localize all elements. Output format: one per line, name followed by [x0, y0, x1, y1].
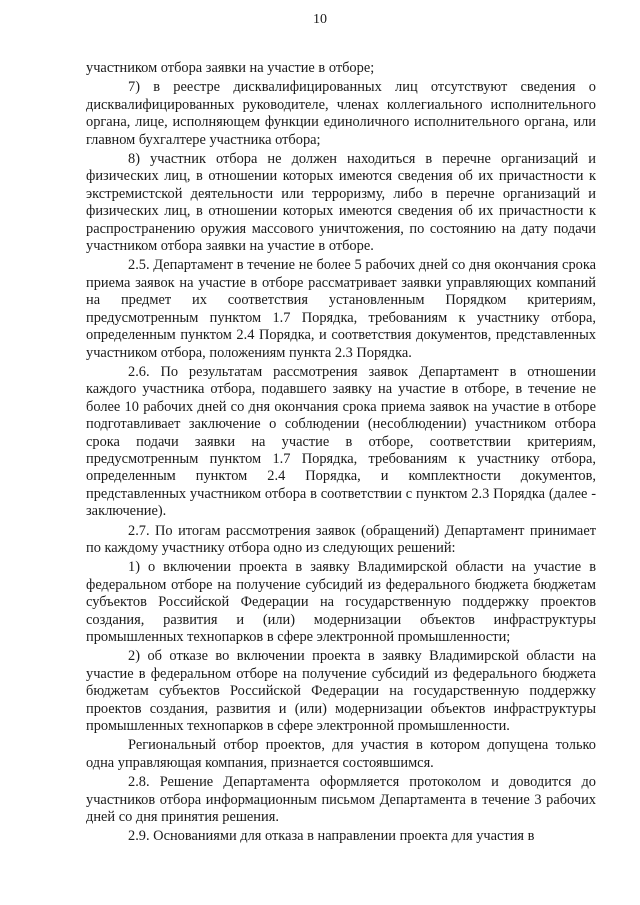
paragraph: 7) в реестре дисквалифицированных лиц отсутствуют сведения о дисквалифицированных руководителе, членах коллегиального исполнительного органа, лице, исполняющем функции единоличного исполнительного органа, или главном бухгалтере участника отбора;: [86, 79, 596, 148]
page-number: 10: [313, 12, 327, 27]
paragraph: 2.8. Решение Департамента оформляется протоколом и доводится до участников отбора информационным письмом Департамента в течение 3 рабочих дней со дня принятия решения.: [86, 774, 596, 826]
paragraph: Региональный отбор проектов, для участия в котором допущена только одна управляющая компания, признается состоявшимся.: [86, 737, 596, 771]
paragraph: 2.6. По результатам рассмотрения заявок Департамент в отношении каждого участника отбора, подавшего заявку на участие в отборе, в течение не более 10 рабочих дней со дня окончания срока приема заявок на участие в отборе подготавливает заключение о соблюдении (несоблюдении) участником отбора срока подачи заявки на участие в отборе, соответствии критериям, предусмотренным пунктом 1.7 Порядка, требованиям к участнику отбора, определенным пунктом 2.4 Порядка, и комплектности документов, представленных участником отбора в соответствии с пунктом 2.3 Порядка (далее - заключение).: [86, 363, 596, 520]
paragraph: 2.5. Департамент в течение не более 5 рабочих дней со дня окончания срока приема заявок на участие в отборе рассматривает заявки управляющих компаний на предмет их соответствия установленным Порядком критериям, предусмотренным пунктом 1.7 Порядка, требованиям к участнику отбора, определенным пунктом 2.4 Порядка, и соответствия документов, представленных участником отбора, положениям пункта 2.3 Порядка.: [86, 257, 596, 361]
document-body: [86, 60, 596, 848]
paragraph: 2.7. По итогам рассмотрения заявок (обращений) Департамент принимает по каждому участнику отбора одно из следующих решений:: [86, 522, 596, 556]
paragraph: 8) участник отбора не должен находиться в перечне организаций и физических лиц, в отношении которых имеются сведения об их причастности к экстремистской деятельности или терроризму, либо в перечне организаций и физических лиц, в отношении которых имеются сведения об их причастности к распространению оружия массового уничтожения, по состоянию на дату подачи участником отбора заявки на участие в отборе.: [86, 151, 596, 255]
paragraph: 2) об отказе во включении проекта в заявку Владимирской области на участие в федеральном отборе на получение субсидий из федерального бюджета бюджетам субъектов Российской Федерации на государственную поддержку проектов создания, развития и (или) модернизации объектов инфраструктуры промышленных технопарков в сфере электронной промышленности.: [86, 648, 596, 735]
paragraph: участником отбора заявки на участие в отборе;: [86, 60, 375, 76]
paragraph: 2.9. Основаниями для отказа в направлении проекта для участия в: [128, 828, 535, 845]
paragraph: 1) о включении проекта в заявку Владимирской области на участие в федеральном отборе на получение субсидий из федерального бюджета бюджетам субъектов Российской Федерации на государственную поддержку проектов создания, развития и (или) модернизации объектов инфраструктуры промышленных технопарков в сфере электронной промышленности;: [86, 559, 596, 645]
